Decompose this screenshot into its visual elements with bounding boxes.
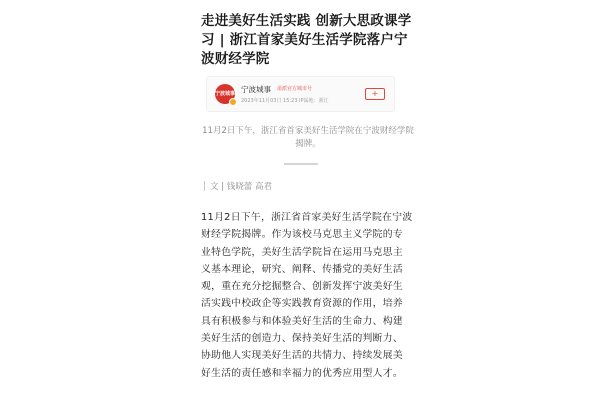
caption-divider xyxy=(284,163,318,165)
byline-bar xyxy=(204,181,205,191)
publish-meta: 2023年11月03日 15:23 IP属地：浙江 xyxy=(241,98,329,104)
source-card[interactable] xyxy=(206,76,395,112)
account-badge: 甬派官方城市号 xyxy=(277,86,313,92)
article-title: 走进美好生活实践 创新大思政课学习 | 浙江首家美好生活学院落户宁波财经学院 xyxy=(201,13,412,67)
avatar-logo-text: 宁波城事 xyxy=(215,90,236,97)
image-caption: 11月2日下午，浙江省首家美好生活学院在宁波财经学院揭牌。 xyxy=(202,126,414,149)
account-name[interactable]: 宁波城事 xyxy=(241,85,271,94)
verified-badge-icon xyxy=(229,98,237,106)
byline: 文 | 钱晓蕾 高君 xyxy=(210,182,272,192)
article-body: 11月2日下午，浙江省首家美好生活学院在宁波财经学院揭牌。作为该校马克思主义学院的专业特色学院，美好生活学院旨在运用马克思主义基本理论，研究、阐释、传播党的美好生活观，重在充分挖掘整合、创新发挥宁波美好生活实践中校政企等实践教育资源的作用，培养具有积极参与和体验美好生活的生命力、构建美好生活的创造力、保持美好生活的判断力、协助他人实现美好生活的共情力、持续发展美好生活的责任感和幸福力的优秀应用型人才。 xyxy=(201,212,413,379)
follow-button[interactable]: + xyxy=(365,88,385,100)
